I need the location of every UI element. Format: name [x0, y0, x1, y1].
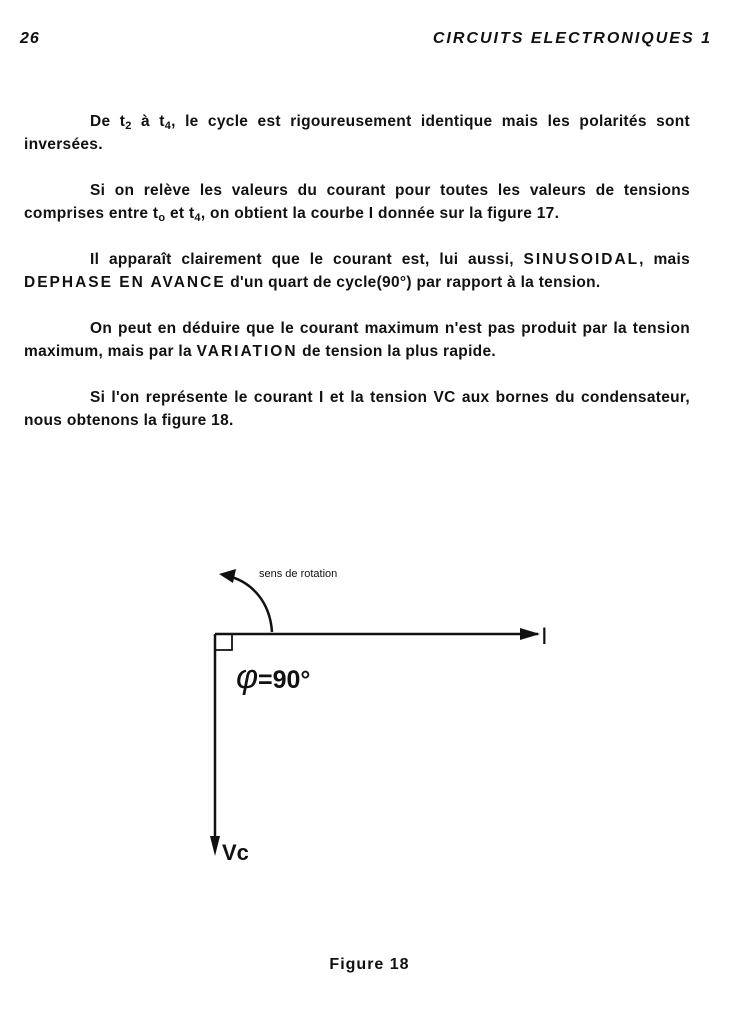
subscript: 4	[194, 212, 201, 224]
right-angle-icon	[215, 634, 232, 650]
page-number: 26	[20, 30, 40, 47]
phasor-diagram	[0, 550, 739, 880]
running-title: CIRCUITS ELECTRONIQUES 1	[432, 30, 712, 47]
paragraph-2	[24, 179, 690, 225]
text-run: d'un quart de cycle(90°) par rapport à la tension.	[225, 274, 601, 291]
text-run: , on obtient la courbe I donnée sur la figure 17.	[200, 205, 560, 222]
text-run: , mais	[639, 251, 690, 268]
body-text	[24, 110, 690, 455]
voltage-arrow-icon	[210, 836, 220, 856]
text-run: à t	[131, 113, 165, 130]
voltage-label: Vc	[222, 840, 249, 865]
text-run: Si on relève les valeurs du courant pour toutes les valeurs de tensions comprises entre t	[24, 182, 690, 222]
text-run: de tension la plus rapide.	[297, 343, 496, 360]
text-run: De t	[90, 113, 126, 130]
paragraph-5: Si l'on représente le courant I et la tension VC aux bornes du condensateur, nous obtenons la figure 18.	[24, 389, 690, 429]
page-header	[20, 30, 712, 54]
subscript: 2	[125, 120, 132, 132]
text-run: Il apparaît clairement que le courant est, lui aussi,	[90, 251, 524, 268]
rotation-arrow-icon	[219, 569, 236, 583]
text-run: On peut en déduire que le courant maximum n'est pas produit par la tension maximum, mais par la	[24, 320, 690, 360]
figure-caption: Figure 18	[329, 956, 410, 973]
emphasis-caps: SINUSOIDAL	[523, 251, 640, 268]
figure-18	[0, 550, 739, 880]
current-arrow-icon	[520, 628, 540, 640]
subscript: o	[158, 212, 166, 224]
text-run: , le cycle est rigoureusement identique mais les polarités sont inversées.	[24, 113, 690, 153]
phase-angle-value: =90°	[258, 666, 311, 694]
text-run: et t	[165, 205, 195, 222]
rotation-arc	[228, 576, 272, 632]
current-label: I	[541, 623, 548, 650]
paragraph-1	[24, 110, 690, 156]
rotation-label: sens de rotation	[259, 568, 338, 580]
paragraph-4	[24, 317, 690, 363]
emphasis-caps: DEPHASE EN AVANCE	[24, 274, 226, 291]
emphasis-caps: VARIATION	[196, 343, 298, 360]
paragraph-3	[24, 248, 690, 294]
subscript: 4	[164, 120, 172, 132]
phase-symbol: φ	[236, 658, 259, 696]
